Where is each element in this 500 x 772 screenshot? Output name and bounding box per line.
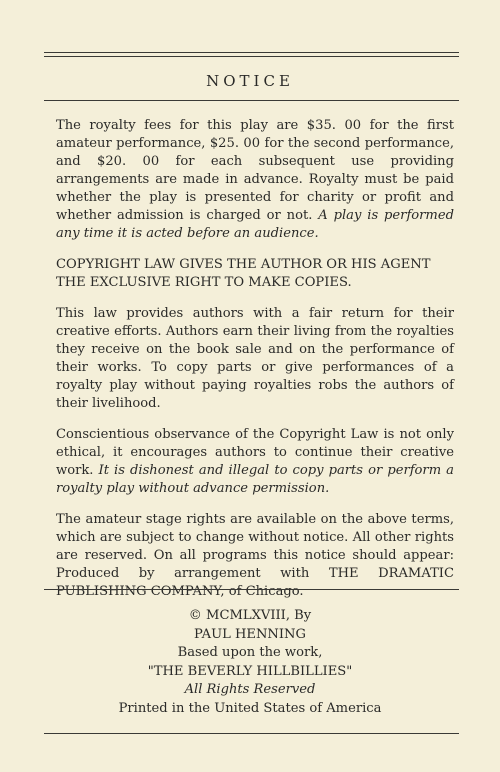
fair-return-paragraph: This law provides authors with a fair return for their creative efforts. Authors earn their living from the royalties they receive on the book sale and on the performance of their works. To copy parts or give performances of a royalty play without paying royalties robs the authors of their livelihood. bbox=[56, 306, 454, 411]
observance-text: Conscientious observance of the Copyright Law is not only ethical, it encourages authors to continue their creative work. bbox=[56, 427, 454, 478]
notice-body bbox=[56, 117, 454, 614]
heading-rule bbox=[44, 100, 459, 101]
notice-heading: NOTICE bbox=[206, 72, 294, 90]
printed-line: Printed in the United States of America bbox=[118, 700, 382, 716]
copyright-line: © MCMLXVIII, By bbox=[188, 608, 312, 623]
credits-block bbox=[0, 607, 500, 719]
work-title: "THE BEVERLY HILLBILLIES" bbox=[147, 663, 353, 679]
royalty-emphasis: A play is performed any time it is acted before an audience. bbox=[56, 208, 454, 241]
bottom-rule bbox=[44, 733, 459, 734]
author-name: PAUL HENNING bbox=[194, 626, 306, 642]
rights-line: All Rights Reserved bbox=[184, 682, 316, 698]
royalty-paragraph bbox=[56, 117, 454, 243]
stage-rights-paragraph: The amateur stage rights are available on the above terms, which are subject to change without notice. All other rights are reserved. On all programs this notice should appear: Produced by arrangement with THE DRAMATIC PUBLISHING COMPANY, of Chicago. bbox=[56, 512, 454, 599]
based-on-line: Based upon the work, bbox=[177, 645, 323, 661]
top-double-rule bbox=[44, 52, 459, 57]
copyright-law-paragraph: COPYRIGHT LAW GIVES THE AUTHOR OR HIS AGENT THE EXCLUSIVE RIGHT TO MAKE COPIES. bbox=[56, 257, 431, 290]
observance-emphasis: It is dishonest and illegal to copy parts or perform a royalty play without advance permission. bbox=[56, 463, 454, 496]
observance-paragraph bbox=[56, 426, 454, 498]
credits-top-rule bbox=[44, 589, 459, 590]
royalty-text: The royalty fees for this play are $35. 00 for the first amateur performance, $25. 00 for the second performance, and $20. 00 for each subsequent use providing arrangements are made in advance. Royalty must be paid whether the play is presented for charity or profit and whether admission is charged or not. bbox=[56, 118, 454, 223]
